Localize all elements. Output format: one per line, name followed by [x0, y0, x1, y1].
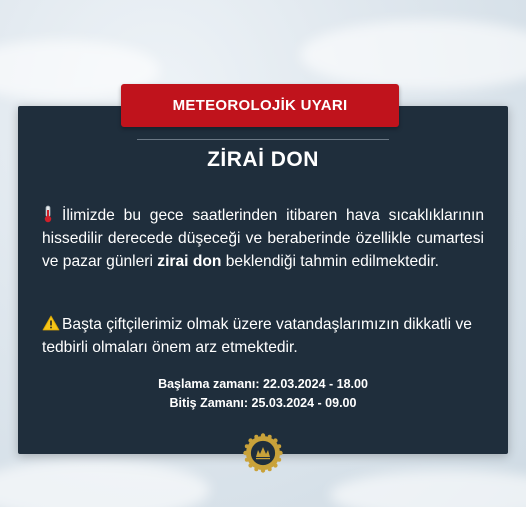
paragraph-1-text-end: beklendiği tahmin edilmektedir.	[221, 253, 439, 270]
end-time: Bitiş Zamanı: 25.03.2024 - 09.00	[169, 396, 357, 410]
thermometer-icon	[42, 204, 62, 227]
title-divider	[137, 139, 389, 140]
paragraph-1-bold: zirai don	[157, 253, 222, 270]
warning-icon	[42, 313, 62, 336]
paragraph-frost-warning	[42, 204, 484, 273]
governorship-seal-icon	[243, 433, 283, 473]
paragraph-caution	[42, 313, 484, 359]
date-range	[18, 375, 508, 413]
page-title: ZİRAİ DON	[207, 148, 319, 171]
banner-title: METEOROLOJİK UYARI	[121, 84, 399, 127]
paragraph-1-text-start: İlimizde bu gece saatlerinden itibaren hava sıcaklıklarının hissedilir derecede düşeceği ve beraberinde özellikle cumartesi ve pazar günleri	[42, 207, 484, 270]
start-time: Başlama zamanı: 22.03.2024 - 18.00	[158, 377, 368, 391]
paragraph-2-text: Başta çiftçilerimiz olmak üzere vatandaşlarımızın dikkatli ve tedbirli olmaları önem arz etmektedir.	[42, 316, 472, 356]
